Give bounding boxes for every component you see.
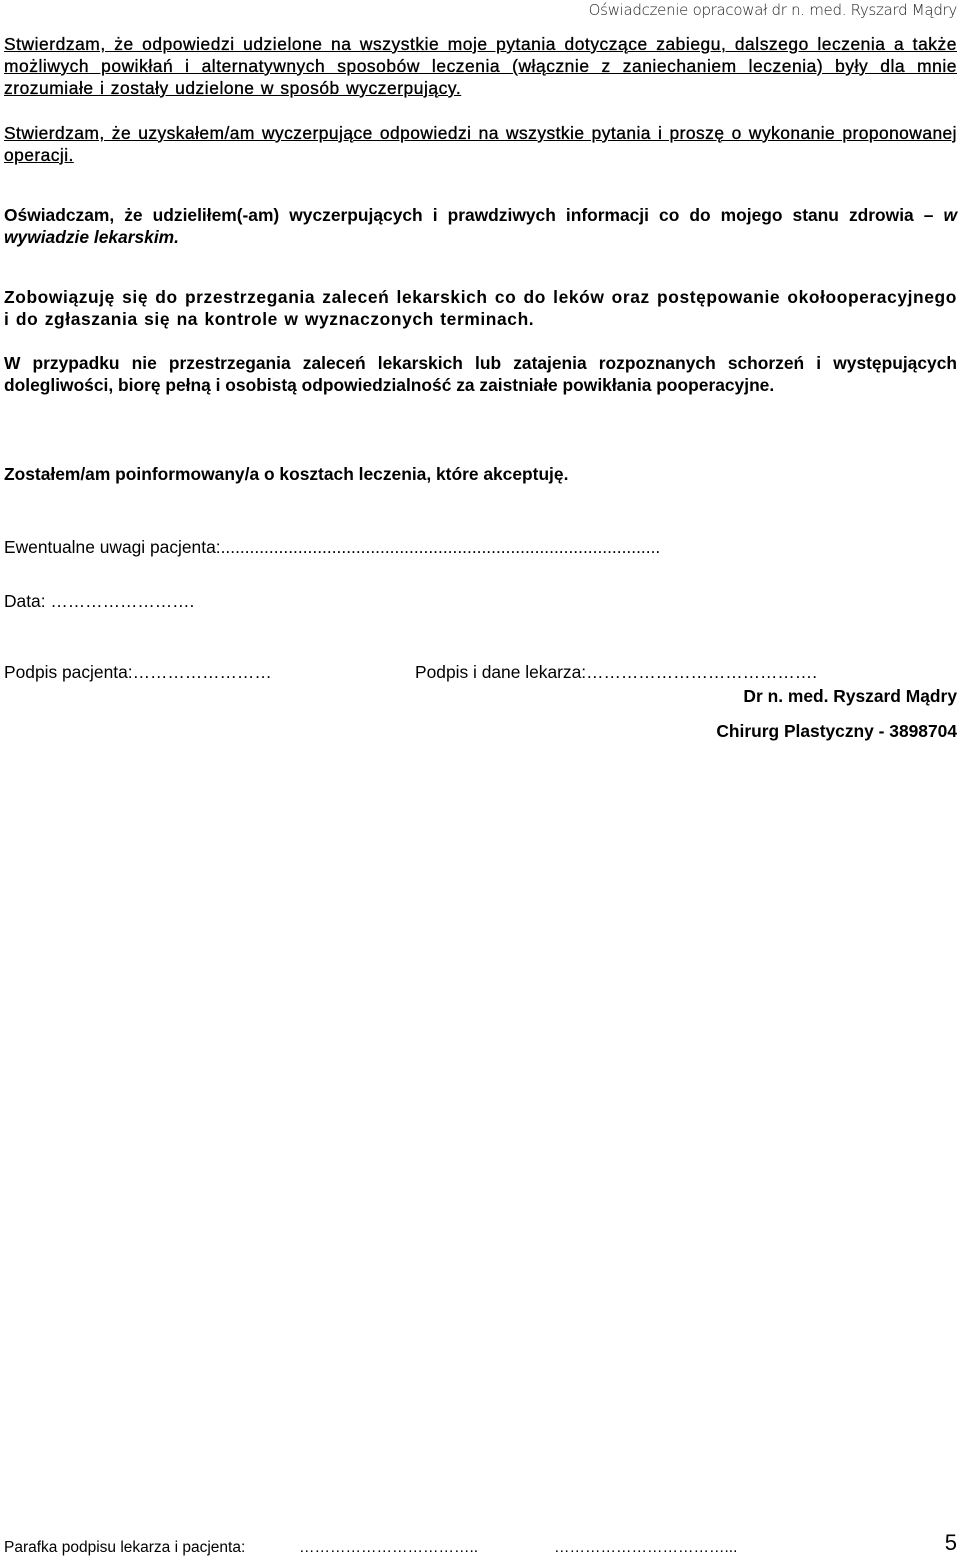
document-author-note: Oświadczenie opracował dr n. med. Ryszard Mądry <box>588 1 957 19</box>
patient-signature-field[interactable]: Podpis pacjenta:…………………… <box>4 662 272 682</box>
statement-health-information <box>4 204 957 248</box>
initials-label: Parafka podpisu lekarza i pacjenta: <box>4 1539 246 1556</box>
statement-answers-understood: Stwierdzam, że odpowiedzi udzielone na wszystkie moje pytania dotyczące zabiegu, dalszego leczenia a także możliwych powikłań i alternatywnych sposobów leczenia (włącznie z zaniechaniem leczenia) były dla mnie zrozumiałe i zostały udzielone w sposób wyczerpujący. <box>4 34 957 98</box>
statement-follow-recommendations: Zobowiązuję się do przestrzegania zaleceń lekarskich co do leków oraz postępowanie okołooperacyjnego i do zgłaszania się na kontrole w wyznaczonych terminach. <box>4 287 957 329</box>
statement-health-information-text: Oświadczam, że udzieliłem(-am) wyczerpujących i prawdziwych informacji co do mojego stanu zdrowia – <box>4 205 944 225</box>
doctor-title: Chirurg Plastyczny - 3898704 <box>716 721 957 741</box>
patient-remarks-field[interactable]: Ewentualne uwagi pacjenta:........................................................................................... <box>4 537 661 557</box>
patient-initials-field[interactable]: ……………………………... <box>554 1539 738 1556</box>
doctor-name: Dr n. med. Ryszard Mądry <box>743 686 957 706</box>
doctor-signature-field[interactable]: Podpis i dane lekarza:…………………………………. <box>415 662 818 682</box>
date-field[interactable]: Data: ……………………. <box>4 591 195 611</box>
statement-costs-accepted: Zostałem/am poinformowany/a o kosztach leczenia, które akceptuję. <box>4 464 569 484</box>
statement-health-information-italic: w wywiadzie lekarskim. <box>4 205 957 247</box>
statement-responsibility: W przypadku nie przestrzegania zaleceń lekarskich lub zatajenia rozpoznanych schorzeń i występujących dolegliwości, biorę pełną i osobistą odpowiedzialność za zaistniałe powikłania pooperacyjne. <box>4 353 957 395</box>
doctor-initials-field[interactable]: …………………………….. <box>299 1539 479 1556</box>
statement-request-operation: Stwierdzam, że uzyskałem/am wyczerpujące odpowiedzi na wszystkie pytania i proszę o wykonanie proponowanej operacji. <box>4 123 957 165</box>
signature-row <box>4 661 957 683</box>
page-footer <box>4 1530 957 1562</box>
page-number: 5 <box>944 1530 957 1555</box>
